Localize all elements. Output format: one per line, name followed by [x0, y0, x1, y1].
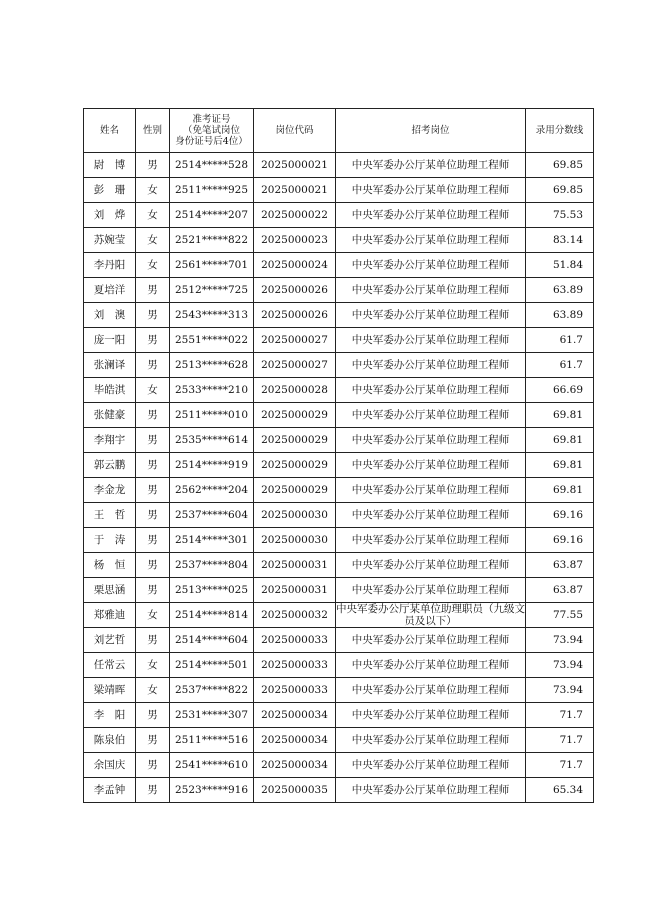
cell-score: 73.94	[526, 653, 594, 678]
cell-exam-id: 2514*****814	[170, 603, 254, 628]
table-row	[84, 403, 594, 428]
cell-post: 中央军委办公厅某单位助理工程师	[336, 403, 526, 428]
cell-post: 中央军委办公厅某单位助理工程师	[336, 478, 526, 503]
cell-score: 69.16	[526, 503, 594, 528]
cell-name: 苏婉莹	[84, 228, 136, 253]
table-row	[84, 678, 594, 703]
table-row	[84, 453, 594, 478]
cell-exam-id: 2511*****010	[170, 403, 254, 428]
cell-score: 61.7	[526, 328, 594, 353]
cell-score: 63.87	[526, 553, 594, 578]
cell-post-code: 2025000023	[254, 228, 336, 253]
cell-name: 刘艺哲	[84, 628, 136, 653]
cell-name: 李翔宇	[84, 428, 136, 453]
cell-score: 63.89	[526, 303, 594, 328]
cell-gender: 女	[136, 228, 170, 253]
cell-exam-id: 2513*****025	[170, 578, 254, 603]
cell-exam-id: 2537*****822	[170, 678, 254, 703]
cell-exam-id: 2514*****919	[170, 453, 254, 478]
cell-post: 中央军委办公厅某单位助理工程师	[336, 328, 526, 353]
table-row	[84, 778, 594, 803]
cell-name: 刘 烨	[84, 203, 136, 228]
cell-gender: 女	[136, 178, 170, 203]
cell-name: 庞一阳	[84, 328, 136, 353]
cell-post: 中央军委办公厅某单位助理工程师	[336, 178, 526, 203]
cell-gender: 男	[136, 428, 170, 453]
cell-score: 69.81	[526, 428, 594, 453]
cell-gender: 男	[136, 728, 170, 753]
cell-gender: 女	[136, 653, 170, 678]
table-row	[84, 278, 594, 303]
cell-post-code: 2025000021	[254, 178, 336, 203]
table-row	[84, 628, 594, 653]
admission-score-table	[83, 108, 594, 803]
cell-name: 余国庆	[84, 753, 136, 778]
cell-name: 刘 澳	[84, 303, 136, 328]
cell-gender: 女	[136, 678, 170, 703]
cell-post: 中央军委办公厅某单位助理工程师	[336, 428, 526, 453]
cell-name: 彭 珊	[84, 178, 136, 203]
cell-gender: 男	[136, 278, 170, 303]
header-exam-id-line: 身份证号后4位）	[175, 136, 248, 147]
cell-score: 63.87	[526, 578, 594, 603]
table-row	[84, 378, 594, 403]
cell-post-code: 2025000033	[254, 678, 336, 703]
cell-exam-id: 2511*****925	[170, 178, 254, 203]
cell-gender: 男	[136, 753, 170, 778]
table-body	[84, 153, 594, 803]
cell-post-code: 2025000027	[254, 328, 336, 353]
table-header-row	[84, 109, 594, 153]
cell-name: 李 阳	[84, 703, 136, 728]
table-row	[84, 428, 594, 453]
cell-gender: 男	[136, 528, 170, 553]
cell-exam-id: 2562*****204	[170, 478, 254, 503]
cell-post: 中央军委办公厅某单位助理工程师	[336, 778, 526, 803]
header-name: 姓名	[84, 109, 136, 153]
cell-gender: 男	[136, 478, 170, 503]
cell-name: 栗思涵	[84, 578, 136, 603]
cell-post-code: 2025000028	[254, 378, 336, 403]
table-row	[84, 228, 594, 253]
cell-exam-id: 2523*****916	[170, 778, 254, 803]
cell-exam-id: 2512*****725	[170, 278, 254, 303]
table-row	[84, 703, 594, 728]
cell-score: 73.94	[526, 628, 594, 653]
cell-gender: 男	[136, 778, 170, 803]
cell-post: 中央军委办公厅某单位助理职员（九级文员及以下）	[336, 603, 525, 627]
table-row	[84, 578, 594, 603]
cell-post-code: 2025000030	[254, 528, 336, 553]
cell-score: 73.94	[526, 678, 594, 703]
cell-gender: 男	[136, 153, 170, 178]
cell-score: 75.53	[526, 203, 594, 228]
cell-exam-id: 2514*****604	[170, 628, 254, 653]
cell-score: 69.85	[526, 178, 594, 203]
table-row	[84, 353, 594, 378]
cell-exam-id: 2543*****313	[170, 303, 254, 328]
cell-post: 中央军委办公厅某单位助理工程师	[336, 678, 526, 703]
table-row	[84, 253, 594, 278]
cell-gender: 男	[136, 403, 170, 428]
cell-post: 中央军委办公厅某单位助理工程师	[336, 303, 526, 328]
cell-score: 69.81	[526, 403, 594, 428]
cell-score: 66.69	[526, 378, 594, 403]
cell-name: 郑雅迪	[84, 603, 136, 628]
cell-name: 毕皓淇	[84, 378, 136, 403]
cell-name: 陈泉伯	[84, 728, 136, 753]
cell-score: 69.16	[526, 528, 594, 553]
cell-post-code: 2025000031	[254, 553, 336, 578]
cell-post-code: 2025000024	[254, 253, 336, 278]
cell-post-code: 2025000029	[254, 478, 336, 503]
cell-post: 中央军委办公厅某单位助理工程师	[336, 503, 526, 528]
table-row	[84, 753, 594, 778]
cell-post: 中央军委办公厅某单位助理工程师	[336, 728, 526, 753]
cell-post-code: 2025000034	[254, 728, 336, 753]
cell-score: 71.7	[526, 703, 594, 728]
cell-gender: 女	[136, 203, 170, 228]
cell-name: 张澜译	[84, 353, 136, 378]
cell-score: 83.14	[526, 228, 594, 253]
cell-post-code: 2025000034	[254, 703, 336, 728]
cell-exam-id: 2514*****501	[170, 653, 254, 678]
cell-exam-id: 2537*****604	[170, 503, 254, 528]
cell-gender: 男	[136, 328, 170, 353]
cell-score: 71.7	[526, 753, 594, 778]
cell-exam-id: 2513*****628	[170, 353, 254, 378]
cell-exam-id: 2531*****307	[170, 703, 254, 728]
cell-post-code: 2025000033	[254, 653, 336, 678]
header-gender: 性别	[136, 109, 170, 153]
table-row	[84, 478, 594, 503]
cell-post-code: 2025000026	[254, 303, 336, 328]
header-exam-id-line: （免笔试岗位	[182, 125, 240, 136]
cell-exam-id: 2511*****516	[170, 728, 254, 753]
cell-post: 中央军委办公厅某单位助理工程师	[336, 703, 526, 728]
cell-post: 中央军委办公厅某单位助理工程师	[336, 278, 526, 303]
cell-post: 中央军委办公厅某单位助理工程师	[336, 653, 526, 678]
cell-name: 杨 恒	[84, 553, 136, 578]
cell-post: 中央军委办公厅某单位助理工程师	[336, 203, 526, 228]
table-row	[84, 728, 594, 753]
cell-gender: 男	[136, 553, 170, 578]
table-row	[84, 503, 594, 528]
cell-post-code: 2025000031	[254, 578, 336, 603]
cell-gender: 男	[136, 353, 170, 378]
table-row	[84, 328, 594, 353]
cell-post-code: 2025000034	[254, 753, 336, 778]
cell-post: 中央军委办公厅某单位助理工程师	[336, 153, 526, 178]
cell-post: 中央军委办公厅某单位助理工程师	[336, 553, 526, 578]
cell-name: 任常云	[84, 653, 136, 678]
cell-exam-id: 2521*****822	[170, 228, 254, 253]
cell-post-code: 2025000030	[254, 503, 336, 528]
cell-gender: 女	[136, 603, 170, 628]
cell-name: 李金龙	[84, 478, 136, 503]
cell-name: 于 涛	[84, 528, 136, 553]
cell-post: 中央军委办公厅某单位助理工程师	[336, 253, 526, 278]
cell-post: 中央军委办公厅某单位助理工程师	[336, 453, 526, 478]
cell-score: 69.85	[526, 153, 594, 178]
cell-post-code: 2025000029	[254, 428, 336, 453]
cell-gender: 男	[136, 703, 170, 728]
cell-gender: 女	[136, 253, 170, 278]
cell-exam-id: 2514*****528	[170, 153, 254, 178]
cell-score: 61.7	[526, 353, 594, 378]
header-post-code: 岗位代码	[254, 109, 336, 153]
cell-post: 中央军委办公厅某单位助理工程师	[336, 228, 526, 253]
table-row	[84, 528, 594, 553]
cell-score: 77.55	[526, 603, 594, 628]
cell-post: 中央军委办公厅某单位助理工程师	[336, 578, 526, 603]
cell-gender: 男	[136, 503, 170, 528]
cell-name: 王 哲	[84, 503, 136, 528]
cell-post-code: 2025000033	[254, 628, 336, 653]
cell-exam-id: 2561*****701	[170, 253, 254, 278]
cell-name: 夏培洋	[84, 278, 136, 303]
cell-exam-id: 2551*****022	[170, 328, 254, 353]
cell-exam-id: 2514*****301	[170, 528, 254, 553]
cell-name: 李丹阳	[84, 253, 136, 278]
cell-post: 中央军委办公厅某单位助理工程师	[336, 753, 526, 778]
header-exam-id	[170, 109, 254, 153]
cell-exam-id: 2537*****804	[170, 553, 254, 578]
cell-score: 69.81	[526, 478, 594, 503]
cell-score: 71.7	[526, 728, 594, 753]
cell-name: 郭云鹏	[84, 453, 136, 478]
table-row	[84, 153, 594, 178]
cell-name: 梁靖晖	[84, 678, 136, 703]
cell-exam-id: 2535*****614	[170, 428, 254, 453]
table-row	[84, 603, 594, 628]
cell-post-code: 2025000029	[254, 403, 336, 428]
cell-post-code: 2025000035	[254, 778, 336, 803]
cell-post-code: 2025000029	[254, 453, 336, 478]
cell-name: 张健豪	[84, 403, 136, 428]
cell-gender: 男	[136, 628, 170, 653]
header-exam-id-line: 准考证号	[192, 114, 231, 125]
cell-gender: 男	[136, 303, 170, 328]
cell-gender: 女	[136, 378, 170, 403]
cell-name: 李孟钟	[84, 778, 136, 803]
cell-post: 中央军委办公厅某单位助理工程师	[336, 353, 526, 378]
cell-post-code: 2025000021	[254, 153, 336, 178]
cell-gender: 男	[136, 453, 170, 478]
cell-name: 尉 博	[84, 153, 136, 178]
cell-post: 中央军委办公厅某单位助理工程师	[336, 628, 526, 653]
cell-post: 中央军委办公厅某单位助理工程师	[336, 528, 526, 553]
table-row	[84, 303, 594, 328]
cell-score: 69.81	[526, 453, 594, 478]
table-row	[84, 178, 594, 203]
cell-gender: 男	[136, 578, 170, 603]
cell-post-code: 2025000032	[254, 603, 336, 628]
cell-exam-id: 2533*****210	[170, 378, 254, 403]
header-score: 录用分数线	[526, 109, 594, 153]
cell-score: 63.89	[526, 278, 594, 303]
cell-exam-id: 2514*****207	[170, 203, 254, 228]
cell-score: 65.34	[526, 778, 594, 803]
cell-post-code: 2025000026	[254, 278, 336, 303]
table-row	[84, 553, 594, 578]
cell-exam-id: 2541*****610	[170, 753, 254, 778]
cell-post: 中央军委办公厅某单位助理工程师	[336, 378, 526, 403]
cell-score: 51.84	[526, 253, 594, 278]
table-row	[84, 203, 594, 228]
table-row	[84, 653, 594, 678]
cell-post-code: 2025000027	[254, 353, 336, 378]
header-post: 招考岗位	[336, 109, 526, 153]
cell-post-code: 2025000022	[254, 203, 336, 228]
